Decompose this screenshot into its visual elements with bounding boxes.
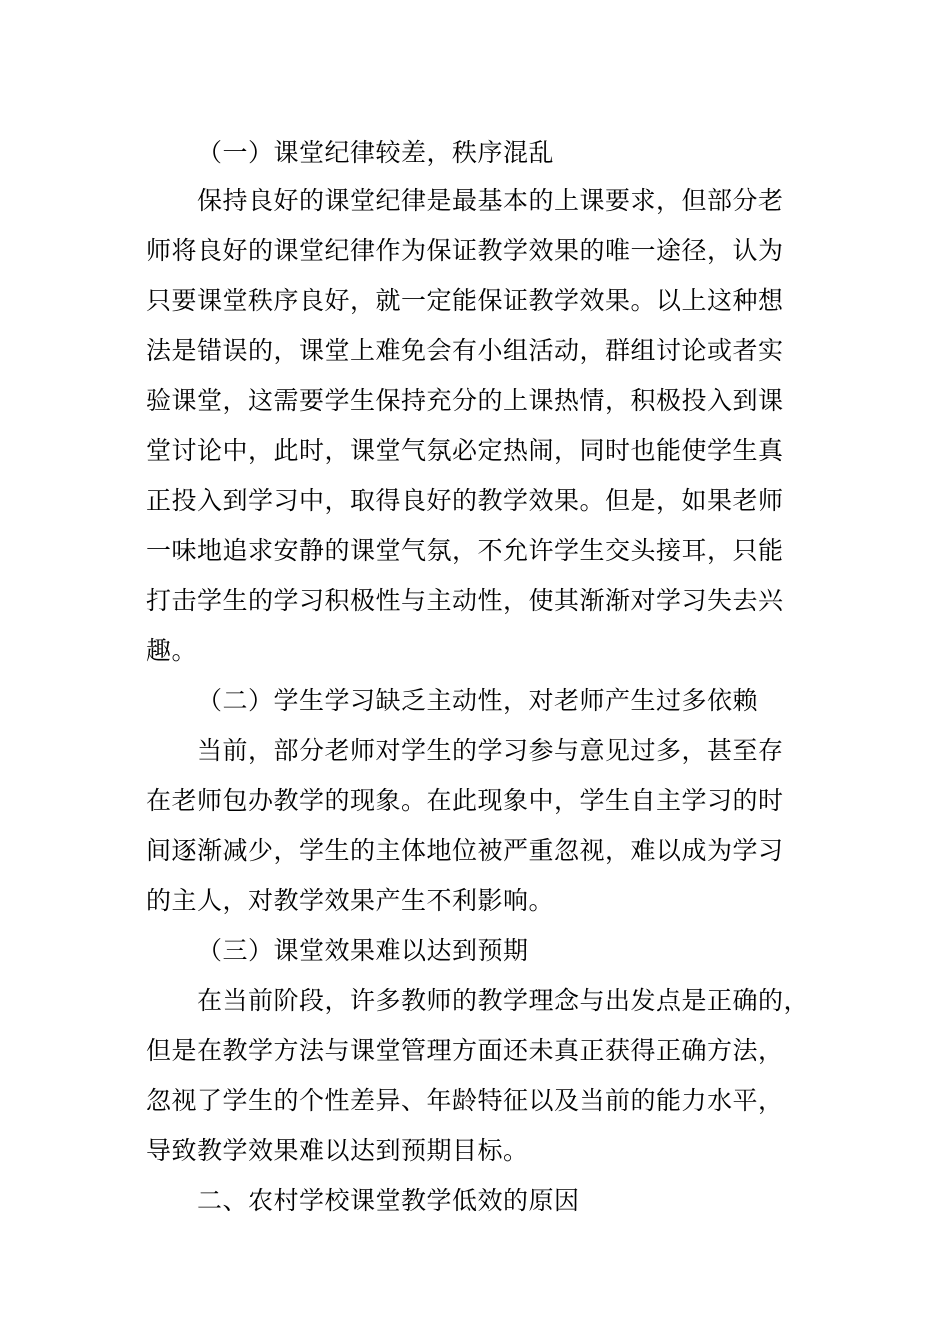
chapter-heading: 二、农村学校课堂教学低效的原因: [197, 1186, 580, 1215]
paragraph-line: 保持良好的课堂纪律是最基本的上课要求，但部分老: [197, 186, 784, 215]
paragraph-line: 师将良好的课堂纪律作为保证教学效果的唯一途径，认为: [146, 236, 784, 265]
paragraph-line: 正投入到学习中，取得良好的教学效果。但是，如果老师: [146, 486, 784, 515]
paragraph-line: 但是在教学方法与课堂管理方面还未真正获得正确方法，: [146, 1036, 784, 1065]
section-heading-2: （二）学生学习缺乏主动性，对老师产生过多依赖: [197, 686, 759, 715]
paragraph-line: 一味地追求安静的课堂气氛，不允许学生交头接耳，只能: [146, 536, 784, 565]
paragraph-line: 在当前阶段，许多教师的教学理念与出发点是正确的，: [197, 986, 810, 1015]
paragraph-line: 在老师包办教学的现象。在此现象中，学生自主学习的时: [146, 786, 784, 815]
paragraph-line: 打击学生的学习积极性与主动性，使其渐渐对学习失去兴: [146, 586, 784, 615]
paragraph-line: 当前，部分老师对学生的学习参与意见过多，甚至存: [197, 736, 784, 765]
paragraph-line: 间逐渐减少，学生的主体地位被严重忽视，难以成为学习: [146, 836, 784, 865]
section-heading-3: （三）课堂效果难以达到预期: [197, 936, 529, 965]
paragraph-line: 趣。: [146, 636, 198, 665]
paragraph-line: 忽视了学生的个性差异、年龄特征以及当前的能力水平，: [146, 1086, 784, 1115]
paragraph-line: 导致教学效果难以达到预期目标。: [146, 1136, 529, 1165]
paragraph-line: 法是错误的，课堂上难免会有小组活动，群组讨论或者实: [146, 336, 784, 365]
paragraph-line: 堂讨论中，此时，课堂气氛必定热闹，同时也能使学生真: [146, 436, 784, 465]
paragraph-line: 验课堂，这需要学生保持充分的上课热情，积极投入到课: [146, 386, 784, 415]
paragraph-line: 的主人，对教学效果产生不利影响。: [146, 886, 555, 915]
section-heading-1: （一）课堂纪律较差，秩序混乱: [197, 138, 555, 167]
paragraph-line: 只要课堂秩序良好，就一定能保证教学效果。以上这种想: [146, 286, 784, 315]
